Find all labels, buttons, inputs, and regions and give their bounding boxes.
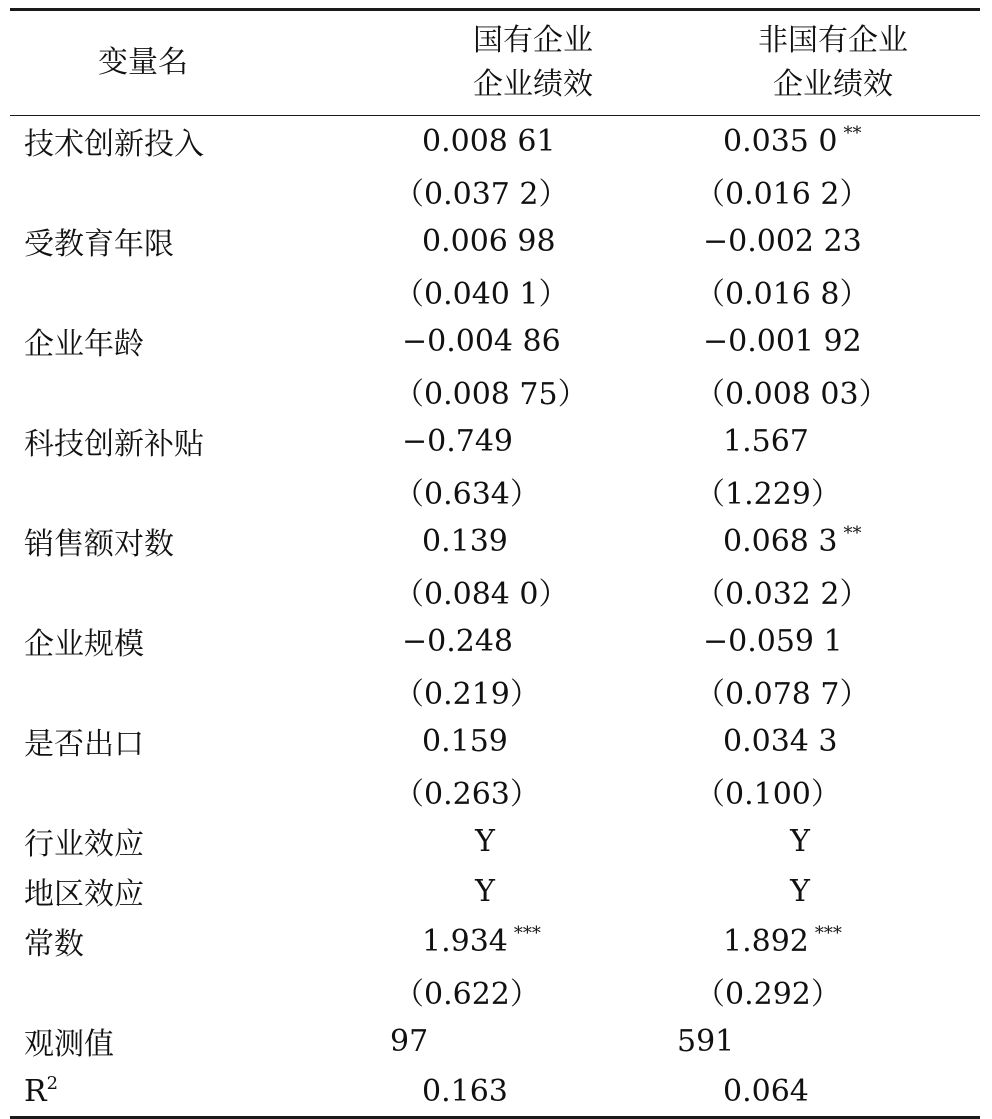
regression-results-table [10, 8, 980, 1119]
table-row [10, 866, 980, 916]
variable-superscript: 2 [46, 1072, 59, 1094]
table-row [10, 116, 980, 167]
variable-label: 受教育年限 [24, 227, 174, 262]
significance-stars: *** [814, 922, 842, 944]
nonsoe-value-cell [695, 616, 980, 666]
significance-stars: ** [843, 522, 862, 544]
variable-cell [10, 366, 380, 416]
nonsoe-value-cell [695, 916, 980, 966]
soe-value-cell [380, 616, 695, 666]
nonsoe-value-cell [695, 416, 980, 466]
header-soe-line1: 国有企业 [473, 23, 593, 58]
header-nonsoe-performance [695, 10, 980, 116]
table-row [10, 916, 980, 966]
nonsoe-value-cell [695, 716, 980, 766]
variable-cell [10, 816, 380, 866]
table-row [10, 816, 980, 866]
nonsoe-value: （1.229） [695, 477, 841, 512]
variable-label: 企业年龄 [24, 327, 144, 362]
variable-label: 企业规模 [24, 627, 144, 662]
soe-value-cell [380, 866, 695, 916]
nonsoe-value-cell [695, 666, 980, 716]
soe-value-cell [380, 516, 695, 566]
soe-value-cell [380, 716, 695, 766]
soe-value: 1.934 [422, 923, 508, 959]
soe-value-cell [380, 666, 695, 716]
variable-cell [10, 966, 380, 1016]
soe-value: （0.219） [394, 677, 540, 712]
table-row [10, 366, 980, 416]
nonsoe-value: Y [790, 823, 810, 859]
table-row [10, 566, 980, 616]
nonsoe-value: （0.008 03） [695, 377, 889, 412]
variable-cell [10, 266, 380, 316]
soe-value-cell [380, 916, 695, 966]
variable-label: 科技创新补贴 [24, 427, 204, 462]
soe-value-cell [380, 316, 695, 366]
soe-value-cell [380, 216, 695, 266]
significance-stars: *** [513, 922, 541, 944]
nonsoe-value-cell [695, 116, 980, 167]
nonsoe-value: 0.064 [723, 1073, 809, 1109]
variable-cell [10, 616, 380, 666]
nonsoe-value: 0.035 0 [723, 123, 838, 159]
soe-value: （0.634） [394, 477, 540, 512]
nonsoe-value-cell [695, 766, 980, 816]
table-row [10, 966, 980, 1016]
nonsoe-value: 591 [677, 1023, 735, 1059]
variable-label: 常数 [24, 927, 84, 962]
soe-value: （0.084 0） [394, 577, 569, 612]
nonsoe-value-cell [695, 216, 980, 266]
nonsoe-value-cell [695, 516, 980, 566]
soe-value: Y [475, 823, 495, 859]
nonsoe-value: 1.567 [723, 423, 809, 459]
soe-value: （0.040 1） [394, 277, 569, 312]
table-row [10, 216, 980, 266]
soe-value: −0.749 [402, 423, 514, 459]
table-header [10, 10, 980, 116]
nonsoe-value-cell [695, 266, 980, 316]
header-nonsoe-line2: 企业绩效 [773, 67, 893, 102]
nonsoe-value: −0.001 92 [703, 323, 862, 359]
nonsoe-value: （0.016 2） [695, 177, 870, 212]
variable-cell [10, 166, 380, 216]
nonsoe-value-cell [695, 316, 980, 366]
nonsoe-value: 0.034 3 [723, 723, 838, 759]
variable-label: 技术创新投入 [24, 127, 204, 162]
table-row [10, 666, 980, 716]
soe-value-cell [380, 466, 695, 516]
nonsoe-value: Y [790, 873, 810, 909]
nonsoe-value: （0.016 8） [695, 277, 870, 312]
variable-cell [10, 666, 380, 716]
nonsoe-value-cell [695, 566, 980, 616]
significance-stars: ** [843, 122, 862, 144]
header-variable-name [10, 10, 380, 116]
variable-cell [10, 1066, 380, 1118]
table-row [10, 266, 980, 316]
table-row [10, 316, 980, 366]
variable-cell [10, 716, 380, 766]
header-row [10, 10, 980, 116]
soe-value-cell [380, 116, 695, 167]
variable-cell [10, 766, 380, 816]
soe-value-cell [380, 416, 695, 466]
table-row [10, 616, 980, 666]
header-soe-line2: 企业绩效 [473, 67, 593, 102]
variable-cell [10, 416, 380, 466]
regression-table-container [10, 8, 980, 1119]
soe-value: −0.004 86 [402, 323, 561, 359]
table-row [10, 516, 980, 566]
soe-value: （0.622） [394, 977, 540, 1012]
variable-label: 行业效应 [24, 827, 144, 862]
soe-value: （0.008 75） [394, 377, 588, 412]
soe-value-cell [380, 1016, 695, 1066]
soe-value-cell [380, 566, 695, 616]
variable-cell [10, 566, 380, 616]
soe-value: 0.163 [422, 1073, 508, 1109]
soe-value-cell [380, 1066, 695, 1118]
table-row [10, 416, 980, 466]
soe-value-cell [380, 166, 695, 216]
nonsoe-value: 0.068 3 [723, 523, 838, 559]
nonsoe-value: （0.078 7） [695, 677, 870, 712]
variable-label: R [24, 1073, 47, 1109]
nonsoe-value: −0.002 23 [703, 223, 862, 259]
soe-value: Y [475, 873, 495, 909]
variable-label: 销售额对数 [24, 527, 174, 562]
soe-value: 0.006 98 [422, 223, 556, 259]
variable-cell [10, 316, 380, 366]
soe-value-cell [380, 816, 695, 866]
soe-value: −0.248 [402, 623, 514, 659]
variable-cell [10, 466, 380, 516]
nonsoe-value-cell [695, 816, 980, 866]
soe-value: 0.008 61 [422, 123, 556, 159]
variable-cell [10, 216, 380, 266]
variable-label: 是否出口 [24, 727, 144, 762]
nonsoe-value-cell [695, 366, 980, 416]
soe-value: 0.159 [422, 723, 508, 759]
nonsoe-value-cell [695, 1066, 980, 1118]
table-row [10, 466, 980, 516]
soe-value: （0.037 2） [394, 177, 569, 212]
variable-cell [10, 1016, 380, 1066]
nonsoe-value-cell [677, 1016, 980, 1066]
table-row [10, 716, 980, 766]
nonsoe-value-cell [695, 966, 980, 1016]
table-row [10, 1016, 980, 1066]
header-nonsoe-line1: 非国有企业 [758, 23, 908, 58]
soe-value-cell [380, 966, 695, 1016]
table-row [10, 766, 980, 816]
soe-value: （0.263） [394, 777, 540, 812]
variable-cell [10, 866, 380, 916]
soe-value: 97 [390, 1023, 429, 1059]
table-body [10, 116, 980, 1118]
nonsoe-value-cell [695, 166, 980, 216]
nonsoe-value-cell [695, 866, 980, 916]
table-row [10, 166, 980, 216]
nonsoe-value: （0.292） [695, 977, 841, 1012]
soe-value: 0.139 [422, 523, 508, 559]
soe-value-cell [380, 366, 695, 416]
header-soe-performance [380, 10, 695, 116]
table-row [10, 1066, 980, 1118]
variable-cell [10, 516, 380, 566]
header-variable-name-text: 变量名 [98, 45, 188, 80]
nonsoe-value: （0.100） [695, 777, 841, 812]
nonsoe-value: （0.032 2） [695, 577, 870, 612]
soe-value-cell [380, 766, 695, 816]
variable-label: 地区效应 [24, 877, 144, 912]
variable-cell [10, 116, 380, 167]
nonsoe-value-cell [695, 466, 980, 516]
soe-value-cell [380, 266, 695, 316]
nonsoe-value: −0.059 1 [703, 623, 843, 659]
nonsoe-value: 1.892 [723, 923, 809, 959]
variable-label: 观测值 [24, 1027, 114, 1062]
variable-cell [10, 916, 380, 966]
